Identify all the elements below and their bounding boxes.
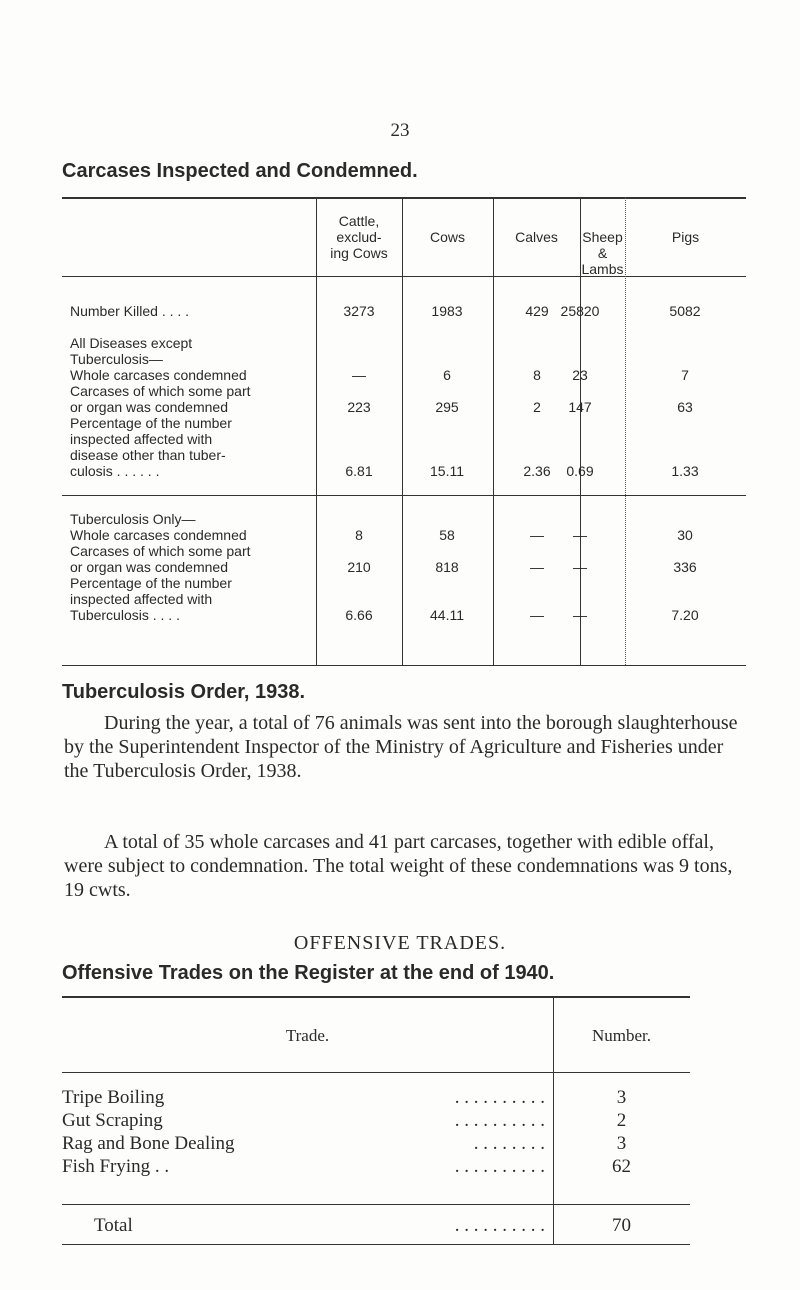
cell: 58 — [439, 527, 455, 543]
cell: 2 — [533, 399, 541, 415]
section-heading: All Diseases except Tuberculosis— — [70, 335, 193, 367]
row-label: Number Killed . . . . — [70, 303, 190, 319]
cell: 6.66 — [345, 607, 373, 623]
cell: 818 — [435, 559, 459, 575]
col-divider — [402, 197, 403, 665]
row-label: Whole carcases condemned — [70, 367, 247, 383]
tb-order-paragraph-2: A total of 35 whole carcases and 41 part carcases, together with edible offal, were subject to condemnation. The total weight of these condemnations was 9 tons, 19 cwts. — [64, 831, 733, 901]
trade-number: 62 — [612, 1156, 631, 1177]
cell: 1983 — [431, 303, 463, 319]
leader-dots: . . . . . . . . . . — [454, 1110, 545, 1131]
cell: 30 — [677, 527, 693, 543]
col-header-cattle: Cattle, exclud- ing Cows — [330, 213, 388, 261]
col-header-calves: Calves — [515, 229, 558, 245]
cell: — — [573, 559, 587, 575]
section-rule — [62, 495, 746, 496]
trade-number: 2 — [616, 1110, 627, 1131]
tb-order-paragraph-1: During the year, a total of 76 animals was sent into the borough slaughterhouse by the Superintendent Inspector of the Ministry of Agriculture and Fisheries under the Tuberculosis Order, 1938. — [64, 712, 738, 782]
cell: 7.20 — [671, 607, 699, 623]
cell: 8 — [533, 367, 541, 383]
carcases-heading: Carcases Inspected and Condemned. — [62, 160, 418, 182]
table-bottom-rule — [62, 1244, 690, 1245]
row-label: Percentage of the number inspected affected with Tuberculosis . . . . — [70, 575, 232, 623]
cell: 0.69 — [566, 463, 594, 479]
trade-name: Rag and Bone Dealing — [62, 1133, 235, 1154]
trade-number: 3 — [616, 1133, 627, 1154]
total-number: 70 — [612, 1215, 631, 1236]
cell: 429 — [525, 303, 549, 319]
leader-dots: . . . . . . . . . . — [454, 1156, 545, 1177]
tb-order-heading: Tuberculosis Order, 1938. — [62, 681, 306, 703]
row-label: Carcases of which some part or organ was condemned — [70, 383, 251, 415]
col-header-trade: Trade. — [285, 1026, 330, 1045]
trade-name: Fish Frying . . — [62, 1156, 170, 1177]
col-divider — [316, 197, 317, 665]
col-header-number: Number. — [591, 1026, 652, 1045]
cell: 210 — [347, 559, 371, 575]
col-divider — [493, 197, 494, 665]
col-header-sheep: Sheep & Lambs — [581, 229, 624, 277]
cell: 1.33 — [671, 463, 699, 479]
cell: 63 — [677, 399, 693, 415]
offensive-trades-heading: Offensive Trades on the Register at the end of 1940. — [62, 962, 555, 984]
cell: 147 — [568, 399, 592, 415]
row-label: Whole carcases condemned — [70, 527, 247, 543]
cell: 23 — [572, 367, 588, 383]
col-header-pigs: Pigs — [671, 229, 700, 245]
table-bottom-rule — [62, 665, 746, 666]
header-rule — [62, 276, 746, 277]
table-top-rule — [62, 996, 690, 998]
section-heading: Tuberculosis Only— — [70, 511, 196, 527]
leader-dots: . . . . . . . . . . — [454, 1215, 545, 1236]
cell: 2.36 — [523, 463, 551, 479]
cell: 8 — [355, 527, 363, 543]
leader-dots: . . . . . . . . — [473, 1133, 545, 1154]
cell: 223 — [347, 399, 371, 415]
cell: — — [573, 527, 587, 543]
cell: — — [530, 607, 544, 623]
total-rule — [62, 1204, 690, 1205]
cell: — — [352, 367, 366, 383]
header-rule — [62, 1072, 690, 1073]
trade-name: Gut Scraping — [62, 1110, 163, 1131]
cell: 3273 — [343, 303, 375, 319]
col-header-cows: Cows — [429, 229, 465, 245]
row-label: Carcases of which some part or organ was condemned — [70, 543, 251, 575]
table-top-rule — [62, 197, 746, 199]
cell: 7 — [681, 367, 689, 383]
cell: 15.11 — [430, 463, 464, 479]
trade-name: Tripe Boiling — [62, 1087, 165, 1108]
cell: 336 — [673, 559, 697, 575]
page-number: 23 — [390, 120, 410, 141]
cell: — — [530, 559, 544, 575]
row-label: Percentage of the number inspected affected with disease other than tuber- culosis . . . . . . — [70, 415, 232, 479]
cell: 5082 — [669, 303, 701, 319]
cell: 6 — [443, 367, 451, 383]
cell: — — [530, 527, 544, 543]
total-label: Total — [94, 1215, 133, 1236]
cell: 25820 — [560, 303, 600, 319]
offensive-trades-title: OFFENSIVE TRADES. — [293, 932, 507, 954]
leader-dots: . . . . . . . . . . — [454, 1087, 545, 1108]
cell: 6.81 — [345, 463, 373, 479]
cell: 44.11 — [430, 607, 464, 623]
col-divider — [625, 197, 626, 665]
trade-number: 3 — [616, 1087, 627, 1108]
cell: 295 — [435, 399, 459, 415]
cell: — — [573, 607, 587, 623]
